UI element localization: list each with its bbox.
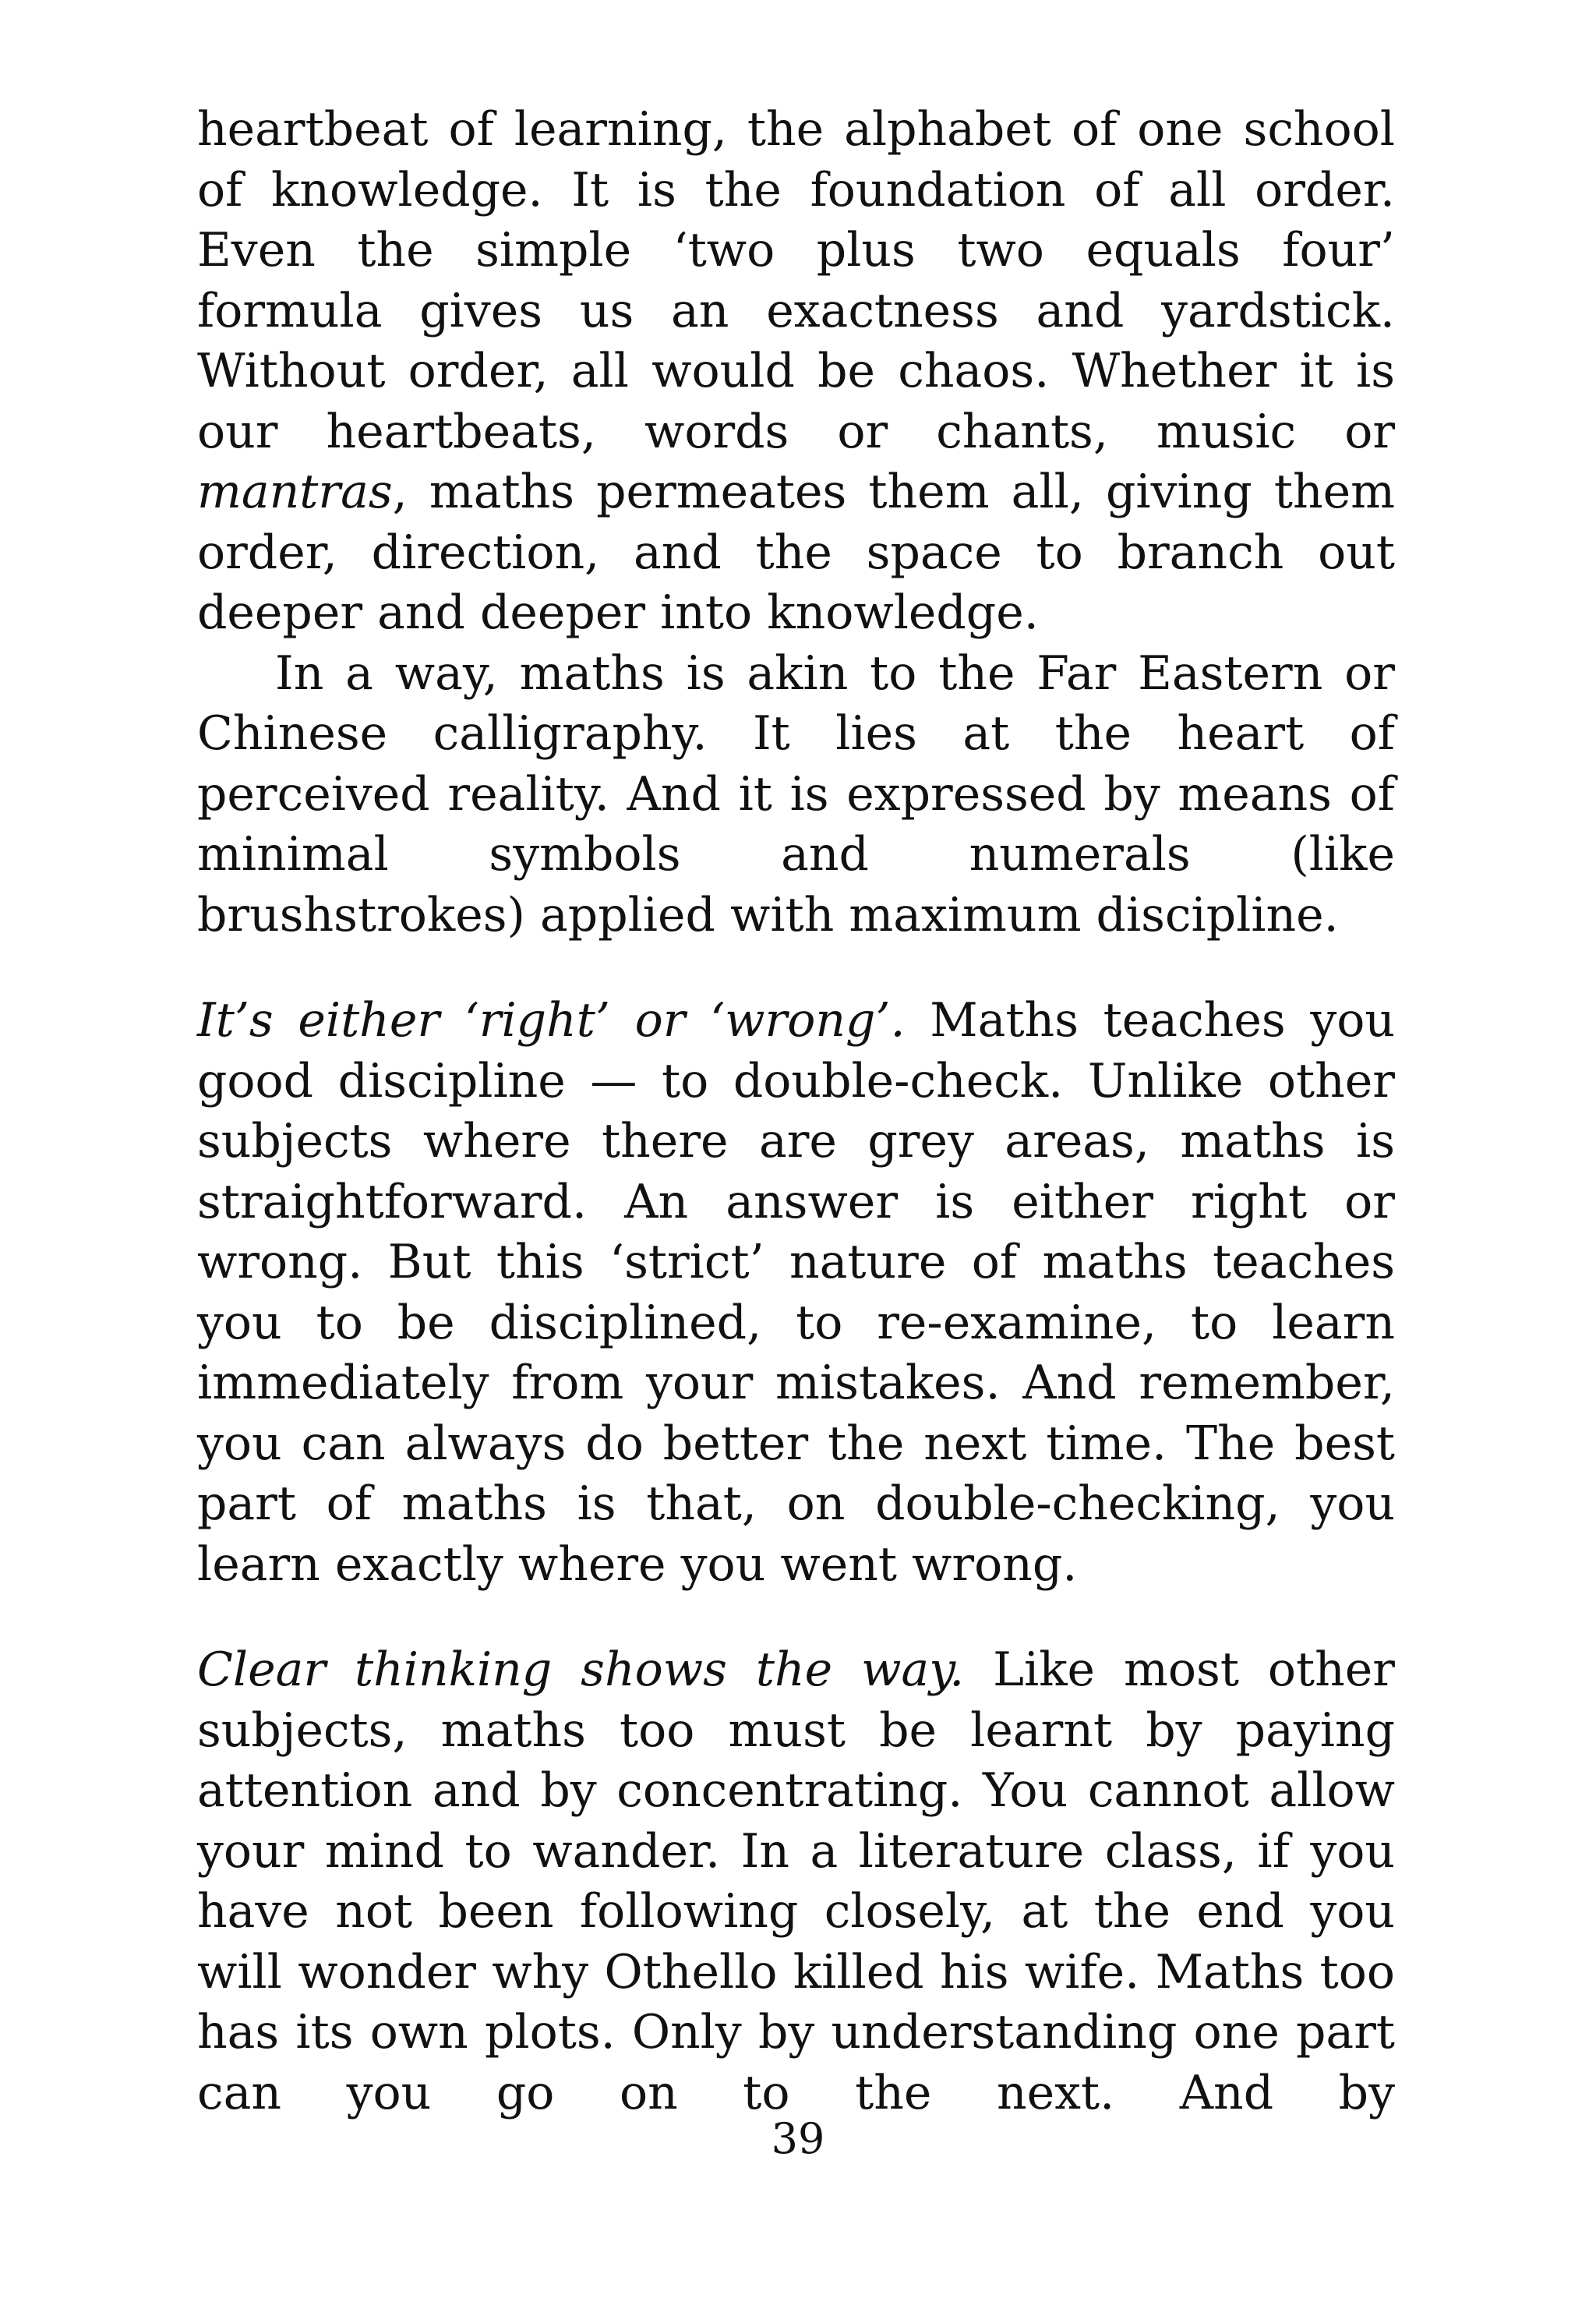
paragraph-text: Like most other subjects, maths too must be learnt by paying attention and by concentrating. You cannot allow your mind to wander. In a literature class, if you have not been following closely, at the end you will wonder why Othello killed his wife. Maths too has its own plots. Only by understanding one part can you go on to the next. And by: [197, 1642, 1395, 2120]
paragraph-lead-heading: Clear thinking shows the way.: [197, 1642, 965, 1697]
paragraph-text: heartbeat of learning, the alphabet of one school of knowledge. It is the foundation of all order. Even the simple ‘two plus two equals four’ formula gives us an exactness and yardstick. Without order, all would be chaos. Whether it is our heartbeats, words or chants, music or: [197, 102, 1395, 459]
page-body: [197, 100, 1395, 2123]
paragraph-order: [197, 100, 1395, 644]
paragraph-text: , maths permeates them all, giving them order, direction, and the space to branch out deeper and deeper into knowledge.: [197, 465, 1395, 640]
page-number: 39: [771, 2114, 825, 2163]
paragraph-calligraphy: [197, 644, 1395, 946]
paragraph-clear-thinking: [197, 1640, 1395, 2123]
italic-word-mantras: mantras: [197, 465, 393, 519]
paragraph-text: In a way, maths is akin to the Far Eastern or Chinese calligraphy. It lies at the heart of perceived reality. And it is expressed by means of minimal symbols and numerals (like brushstrokes) applied with maximum discipline.: [197, 645, 1395, 942]
paragraph-text: Maths teaches you good discipline — to double-check. Unlike other subjects where there are grey areas, maths is straightforward. An answer is either right or wrong. But this ‘strict’ nature of maths teaches you to be disciplined, to re-examine, to learn immediately from your mistakes. And remember, you can always do better the next time. The best part of maths is that, on double-checking, you learn exactly where you went wrong.: [197, 993, 1395, 1592]
paragraph-lead-heading: It’s either ‘right’ or ‘wrong’.: [197, 993, 906, 1048]
paragraph-right-or-wrong: [197, 991, 1395, 1595]
